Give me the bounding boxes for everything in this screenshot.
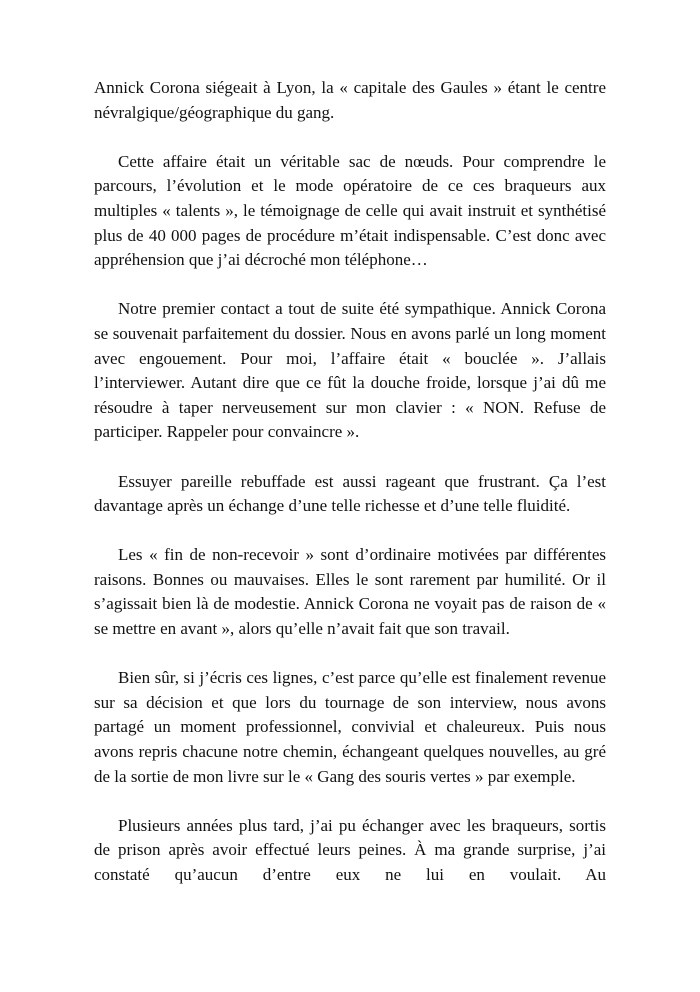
document-page: [94, 76, 606, 888]
paragraph-2: Cette affaire était un véritable sac de nœuds. Pour comprendre le parcours, l’évolution et le mode opératoire de ce ces braqueurs aux multiples « talents », le témoignage de celle qui avait instruit et synthétisé plus de 40 000 pages de procédure m’était indispensable. C’est donc avec appréhension que j’ai décroché mon téléphone…: [94, 151, 606, 270]
paragraph-6: Bien sûr, si j’écris ces lignes, c’est parce qu’elle est finalement revenue sur sa décision et que lors du tournage de son interview, nous avons partagé un moment professionnel, convivial et chaleureux. Puis nous avons repris chacune notre chemin, échangeant quelques nouvelles, au gré de la sortie de mon livre sur le « Gang des souris vertes » par exemple.: [94, 668, 606, 786]
paragraph-3: Notre premier contact a tout de suite été sympathique. Annick Corona se souvenait parfaitement du dossier. Nous en avons parlé un long moment avec engouement. Pour moi, l’affaire était « bouclée ». J’allais l’interviewer. Autant dire que ce fût la douche froide, lorsque j’ai dû me résoudre à taper nerveusement sur mon clavier : « NON. Refuse de participer. Rappeler pour convaincre ».: [94, 299, 606, 442]
paragraph-7: Plusieurs années plus tard, j’ai pu échanger avec les braqueurs, sortis de prison après avoir effectué leurs peines. À ma grande surprise, j’ai constaté qu’aucun d’entre eux ne lui en voulait. Au: [94, 815, 606, 884]
paragraph-5: Les « fin de non-recevoir » sont d’ordinaire motivées par différentes raisons. Bonnes ou mauvaises. Elles le sont rarement par humilité. Or il s’agissait bien là de modestie. Annick Corona ne voyait pas de raison de « se mettre en avant », alors qu’elle n’avait fait que son travail.: [94, 545, 606, 639]
paragraph-1: Annick Corona siégeait à Lyon, la « capitale des Gaules » étant le centre névralgique/géographique du gang.: [94, 78, 606, 122]
paragraph-4: Essuyer pareille rebuffade est aussi rageant que frustrant. Ça l’est davantage après un échange d’une telle richesse et d’une telle fluidité.: [94, 471, 606, 516]
